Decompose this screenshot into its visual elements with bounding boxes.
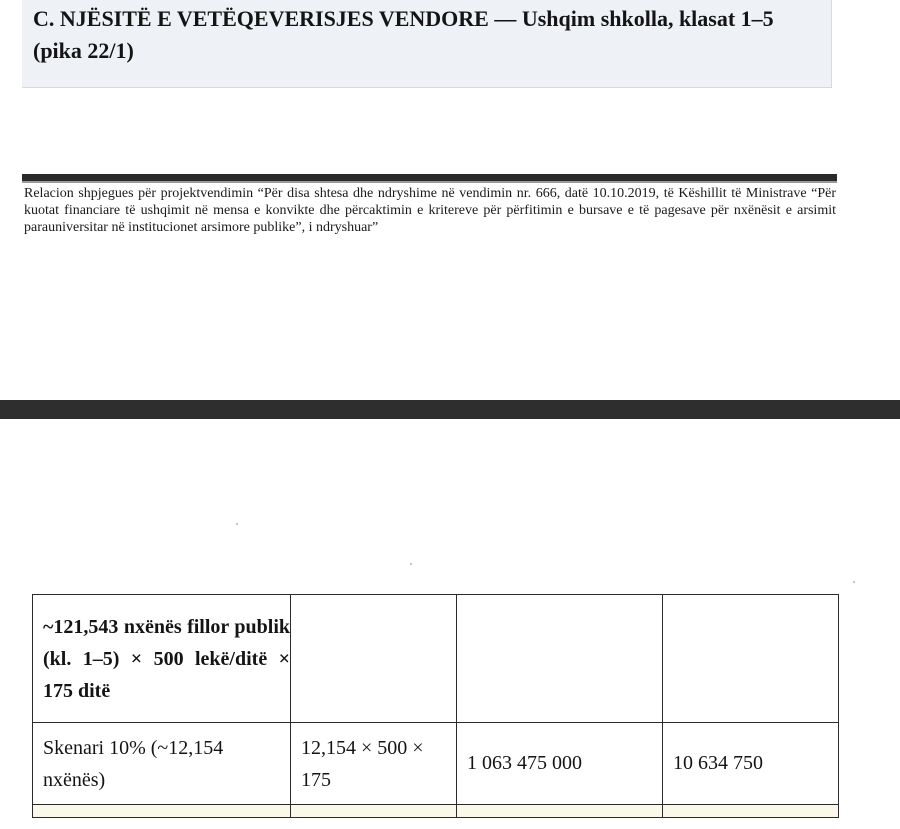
table-row-continued <box>33 805 839 818</box>
table-row <box>33 595 839 723</box>
empty-cell <box>291 805 457 818</box>
scan-speck <box>236 523 238 525</box>
table-row <box>33 723 839 805</box>
formula-cell: 12,154 × 500 × 175 <box>291 723 457 805</box>
empty-cell <box>291 595 457 723</box>
header-rule-thick <box>22 174 837 181</box>
total-thousands-cell: 10 634 750 <box>663 723 839 805</box>
empty-cell <box>663 805 839 818</box>
scenario-label-cell: Skenari 10% (~12,154 nxënës) <box>33 723 291 805</box>
scan-speck <box>410 563 412 565</box>
page-break-band <box>0 400 900 419</box>
total-cell: 1 063 475 000 <box>457 723 663 805</box>
population-basis-cell: ~121,543 nxënës fillor publik (kl. 1–5) × 500 lekë/ditë × 175 ditë <box>33 595 291 723</box>
empty-cell <box>663 595 839 723</box>
budget-table <box>32 594 839 818</box>
empty-cell <box>457 595 663 723</box>
section-heading: C. NJËSITË E VETËQEVERISJES VENDORE — Ushqim shkolla, klasat 1–5 (pika 22/1) <box>33 6 774 63</box>
document-running-header: Relacion shpjegues për projektvendimin “Për disa shtesa dhe ndryshime në vendimin nr. 666, datë 10.10.2019, të Këshillit të Ministrave “Për kuotat financiare të ushqimit në mensa e konvikte dhe përcaktimin e kritereve për përfitimin e bursave e të pagesave për nxënësit e arsimit parauniversitar në institucionet arsimore publike”, i ndryshuar” <box>24 186 836 235</box>
empty-cell <box>33 805 291 818</box>
scan-speck <box>853 581 855 583</box>
header-rule-thin <box>22 181 837 183</box>
empty-cell <box>457 805 663 818</box>
budget-table-wrapper <box>32 594 839 818</box>
